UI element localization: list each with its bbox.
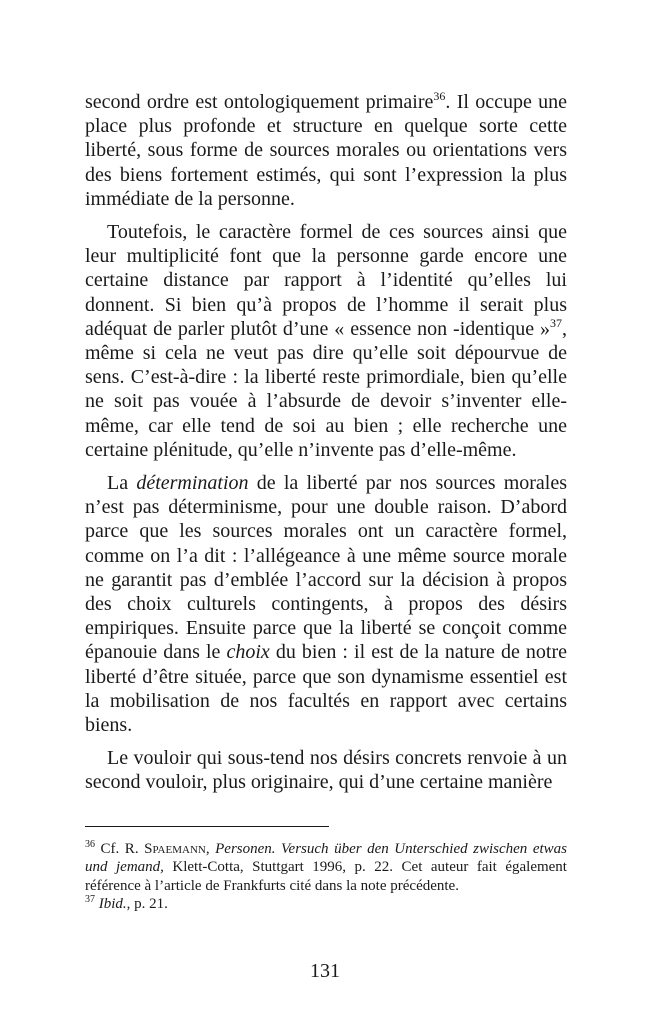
paragraph-4: Le vouloir qui sous-tend nos désirs concrets renvoie à un second vouloir, plus originaire, qui d’une certaine manière — [85, 747, 567, 794]
paragraph-2 — [85, 220, 567, 462]
paragraph-3-emphasis-determination: détermination — [136, 472, 249, 495]
paragraph-3-text-c: du bien : il est de la nature de notre liberté d’être située, parce que son dynamisme essentiel est la mobilisation de nos facultés en rapport avec certains biens. — [85, 641, 568, 737]
paragraph-1-text-a: second ordre est ontologiquement primaire — [85, 91, 434, 113]
footnote-36-author: Spaemann — [144, 841, 206, 857]
paragraph-3 — [85, 471, 567, 737]
footnote-number-36: 36 — [85, 839, 95, 850]
paragraph-3-text-b: de la liberté par nos sources morales n’est pas déterminisme, pour une double raison. D’abord parce que les sources morales ont un caractère formel, comme on l’a dit : l’allégeance à une même source morale ne garantit pas d’emblée l’accord sur la décision à propos des choix culturels contingents, à propos des désirs empiriques. Ensuite parce que la liberté se conçoit comme épanouie dans le — [85, 472, 567, 664]
paragraph-2-text-b: , même si cela ne veut pas dire qu’elle soit dépourvue de sens. C’est-à-dire : la liberté reste primordiale, bien qu’elle ne soit pas vouée à l’absurde de devoir s’inventer elle-même, car elle tend de soi au bien ; elle recherche une certaine plénitude, qu’elle n’invente pas d’elle-même. — [85, 317, 567, 461]
paragraph-1-text-b: . Il occupe une place plus profonde et structure en quelque sorte cette liberté, sous forme de sources morales ou orientations vers des biens fortement estimés, qui sont l’expression la plus immédiate de la personne. — [85, 91, 568, 210]
page-number: 131 — [310, 960, 340, 982]
paragraph-2-text-a: Toutefois, le caractère formel de ces sources ainsi que leur multiplicité font que la personne garde encore une certaine distance par rapport à l’identité qu’elles lui donnent. Si bien qu’à propos de l’homme il serait plus adéquat de parler plutôt d’une « essence non -identique » — [85, 221, 567, 340]
footnote-number-37: 37 — [85, 894, 95, 906]
footnote-ref-36: 36 — [433, 89, 446, 103]
paragraph-3-emphasis-choix: choix — [226, 641, 270, 664]
footnote-36-text-a: Cf. R. — [95, 841, 145, 857]
footnote-ref-37: 37 — [550, 315, 562, 330]
paragraph-3-text-a: La — [107, 472, 137, 495]
footnote-36-title: Personen. Versuch über den Unterschied zwischen etwas und jemand, — [85, 841, 567, 876]
footnote-37 — [85, 895, 567, 913]
footnote-37-text-b: , p. 21. — [126, 896, 168, 913]
paragraph-1 — [85, 90, 567, 211]
footnotes — [85, 840, 567, 914]
footnote-37-ibid: Ibid. — [98, 896, 127, 913]
footnote-36-text-b: , — [205, 841, 216, 857]
footnote-36-text-c: Klett-Cotta, Stuttgart 1996, p. 22. Cet auteur fait également référence à l’article de Frankfurts cité dans la note précédente. — [85, 859, 567, 894]
main-text — [85, 90, 567, 795]
footnote-36 — [85, 840, 567, 895]
footnote-separator — [85, 826, 329, 827]
